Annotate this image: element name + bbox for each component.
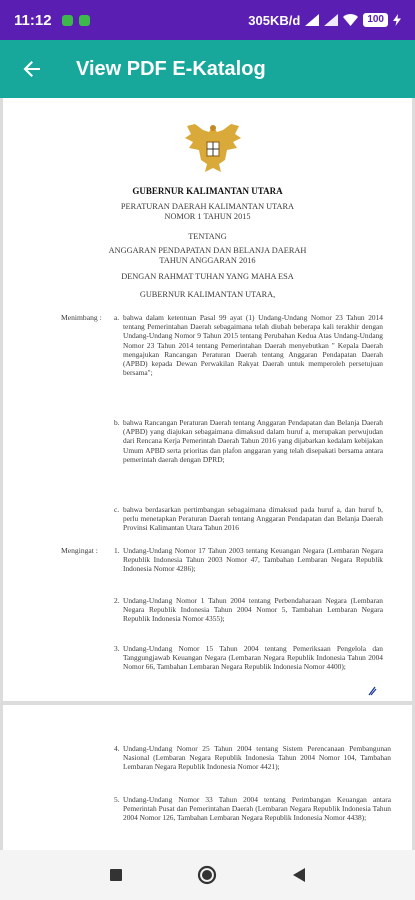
square-icon (110, 869, 122, 881)
signal-icon (305, 14, 319, 26)
regulation-title: PERATURAN DAERAH KALIMANTAN UTARA (120, 202, 295, 211)
arrow-left-icon (22, 59, 42, 79)
notification-app-icon-2 (79, 15, 90, 26)
menimbang-c-marker: c. (114, 505, 120, 514)
mengingat-5-text: Undang-Undang Nomor 33 Tahun 2004 tentang Perimbangan Keuangan antara Pemerintah Pusat dan Pemerintahan Daerah (Lembaran Negara Republik Indonesia Tahun 2004 Nomor 126, Tambahan Lembaran Negara Republik Indonesia Nomor 4438); (123, 795, 391, 823)
pdf-viewer[interactable] (0, 98, 415, 850)
recents-button[interactable] (101, 860, 131, 890)
regulation-number: NOMOR 1 TAHUN 2015 (164, 212, 251, 221)
mengingat-label: Mengingat : (61, 546, 98, 555)
mengingat-1-marker: 1. (114, 546, 120, 555)
subject-line-2: TAHUN ANGGARAN 2016 (159, 256, 256, 265)
page-title: View PDF E-Katalog (76, 57, 266, 80)
doc-heading: GUBERNUR KALIMANTAN UTARA (132, 186, 283, 196)
signal-icon-2 (324, 14, 338, 26)
menimbang-b-marker: b. (114, 418, 120, 427)
menimbang-a-text: bahwa dalam ketentuan Pasal 99 ayat (1) Undang-Undang Nomor 23 Tahun 2014 tentang Pemerintahan Daerah sebagaimana telah diubah beberapa kali terakhir dengan Undang-Undang Nomor 9 Tahun 2015 tentang Perubahan Kedua Atas Undang-Undang Nomor 23 Tahun 2014 tentang Pemerintahan Daerah menyebutkan " Kepala Daerah mengajukan Rancangan Peraturan Daerah tentang Anggaran Pendapatan Daerah (APBD) kepada Dewan Perwakilan Rakyat Daerah untuk memperoleh persetujuan bersama"; (123, 313, 383, 378)
status-bar (0, 0, 415, 40)
back-button[interactable] (18, 55, 46, 83)
mengingat-3-text: Undang-Undang Nomor 15 Tahun 2004 tentang Pemeriksaan Pengelola dan Tanggungjawab Keuangan Negara (Lembaran Negara Republik Indonesia Tahun 2004 Nomor 66, Tambahan Lembaran Negara Republik Indonesia Nomor 4400); (123, 644, 383, 672)
menimbang-b-text: bahwa Rancangan Peraturan Daerah tentang Anggaran Pendapatan dan Belanja Daerah (APBD) yang diajukan sebagaimana dimaksud dalam huruf a, merupakan perwujudan dari Rencana Kerja Pemerintah Daerah Tahun 2016 yang dijabarkan kedalam kebijakan Umum APBD serta prioritas dan plafon anggaran yang telah disepakati bersama antara pemerintah daerah dengan DPRD; (123, 418, 383, 464)
menimbang-a-marker: a. (114, 313, 120, 322)
tentang-label: TENTANG (188, 232, 227, 241)
menimbang-label: Menimbang : (61, 313, 102, 322)
subject-line-1: ANGGARAN PENDAPATAN DAN BELANJA DAERAH (108, 246, 307, 255)
notification-app-icon (62, 15, 73, 26)
paraf-mark-icon (367, 686, 377, 696)
mengingat-1-text: Undang-Undang Nomor 17 Tahun 2003 tentang Keuangan Negara (Lembaran Negara Republik Indonesia Tahun 2003 Nomor 47, Tambahan Lembaran Negara Republik Indonesia Nomor 4286); (123, 546, 383, 574)
mengingat-2-marker: 2. (114, 596, 120, 605)
network-speed: 305KB/d (248, 12, 301, 28)
status-right (248, 13, 401, 28)
system-nav-bar (0, 850, 415, 900)
menimbang-c-text: bahwa berdasarkan pertimbangan sebagaimana dimaksud pada huruf a, dan huruf b, perlu menetapkan Peraturan Daerah tentang Anggaran Pendapatan dan Belanja Daerah Provinsi Kalimantan Utara Tahun 2016 (123, 505, 383, 533)
mengingat-5-marker: 5. (114, 795, 120, 804)
blessing-line: DENGAN RAHMAT TUHAN YANG MAHA ESA (121, 272, 294, 281)
mengingat-4-marker: 4. (114, 744, 120, 753)
circle-icon (197, 865, 217, 885)
mengingat-3-marker: 3. (114, 644, 120, 653)
mengingat-2-text: Undang-Undang Nomor 1 Tahun 2004 tentang Perbendaharaan Negara (Lembaran Negara Republik Indonesia Tahun 2004 Nomor 5, Tambahan Lembaran Negara Republik Indonesia Nomor 4355); (123, 596, 383, 624)
charging-icon (393, 14, 401, 26)
wifi-icon (343, 14, 358, 26)
nav-back-button[interactable] (284, 860, 314, 890)
app-bar (0, 40, 415, 98)
mengingat-4-text: Undang-Undang Nomor 25 Tahun 2004 tentang Sistem Perencanaan Pembangunan Nasional (Lembaran Negara Republik Indonesia Tahun 2004 Nomor 104, Tambahan Lembaran Negara Republik Indonesia Nomor 4421); (123, 744, 391, 772)
pdf-page-1 (3, 98, 412, 701)
battery-icon: 100 (363, 13, 388, 27)
governor-line: GUBERNUR KALIMANTAN UTARA, (139, 290, 276, 299)
pdf-page-2 (3, 705, 412, 850)
triangle-back-icon (292, 867, 306, 883)
home-button[interactable] (192, 860, 222, 890)
status-time: 11:12 (14, 11, 52, 29)
garuda-emblem-icon (181, 120, 245, 176)
